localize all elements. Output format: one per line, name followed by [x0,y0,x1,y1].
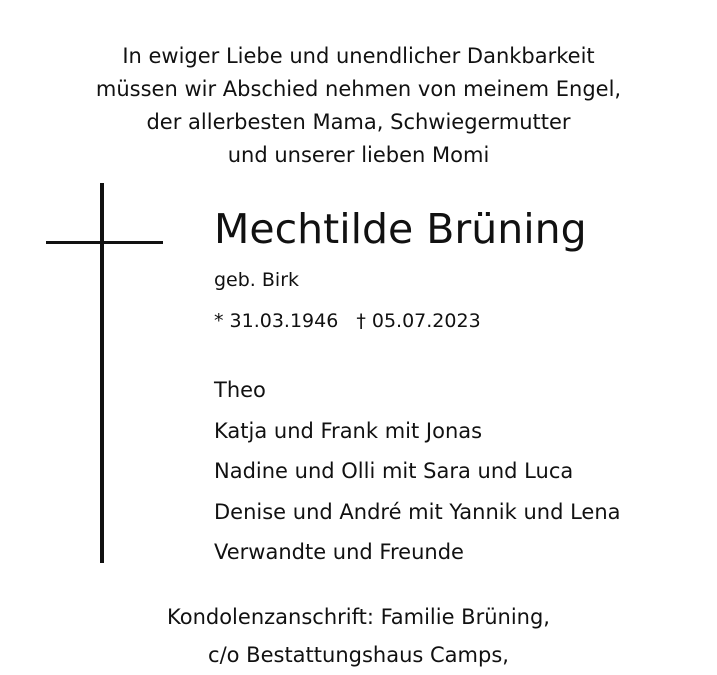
deceased-name: Mechtilde Brüning [214,205,587,253]
life-dates [214,306,481,336]
condolence-address [0,598,717,674]
intro-line: müssen wir Abschied nehmen von meinem Engel, [95,77,622,101]
condolence-line: Kondolenzanschrift: Familie Brüning, [167,605,550,629]
mourner-line: Nadine und Olli mit Sara und Luca [214,459,574,483]
intro-line: In ewiger Liebe und unendlicher Dankbarkeit [122,44,595,68]
birth-date: * 31.03.1946 [214,310,339,332]
mourner-line: Katja und Frank mit Jonas [214,418,483,443]
mourner-line: Theo [214,378,266,402]
mourner-line: Verwandte und Freunde [214,540,464,564]
intro-line: der allerbesten Mama, Schwiegermutter [146,110,571,134]
cross-vertical-bar [100,183,104,563]
intro-line: und unserer lieben Momi [227,143,490,167]
condolence-line: c/o Bestattungshaus Camps, [208,643,509,667]
mourners-list [214,370,621,573]
birth-name: geb. Birk [214,269,300,291]
cut-off-text-line [0,0,717,13]
cross-horizontal-bar [46,241,163,244]
death-date: † 05.07.2023 [356,310,481,332]
intro-text [0,40,717,172]
mourner-line: Denise und André mit Yannik und Lena [214,499,621,524]
